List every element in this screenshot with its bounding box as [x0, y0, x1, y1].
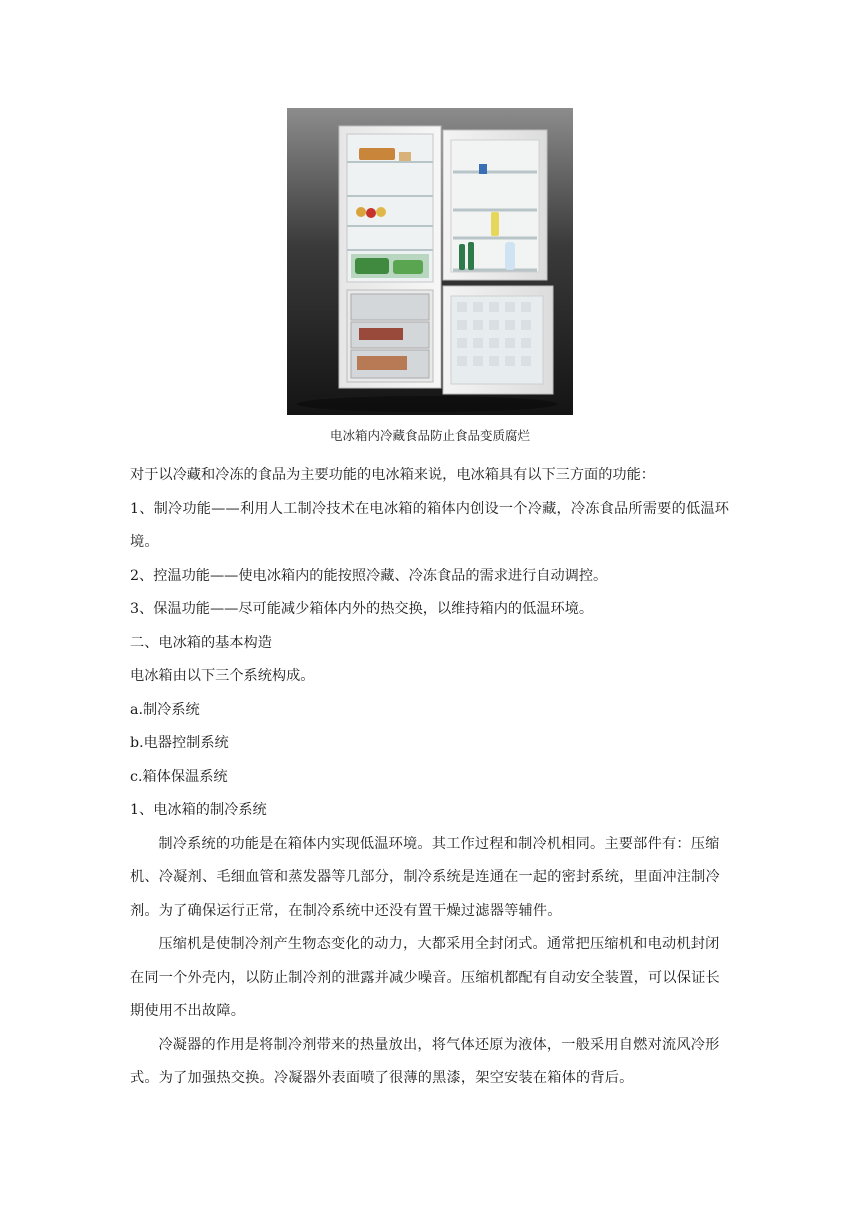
- paragraph-function-2: 2、控温功能——使电冰箱内的能按照冷藏、冷冻食品的需求进行自动调控。: [130, 567, 608, 584]
- section-heading: 二、电冰箱的基本构造: [130, 634, 272, 651]
- list-item-a: a.制冷系统: [130, 701, 200, 718]
- figure-caption: 电冰箱内冷藏食品防止食品变质腐烂: [329, 428, 530, 443]
- paragraph-intro: 对于以冷藏和冷冻的食品为主要功能的电冰箱来说，电冰箱具有以下三方面的功能：: [130, 467, 655, 483]
- paragraph-refrigeration-system: 制冷系统的功能是在箱体内实现低温环境。其工作过程和制冷机相同。主要部件有：压缩机、冷凝剂、毛细血管和蒸发器等几部分，制冷系统是连通在一起的密封系统，里面冲注制冷剂。为了确保运行正常，在制冷系统中还没有置干燥过滤器等辅件。: [130, 835, 720, 919]
- refrigerator-photo: [287, 108, 573, 415]
- paragraph-systems-intro: 电冰箱由以下三个系统构成。: [130, 668, 315, 684]
- paragraph-function-3: 3、保温功能——尽可能减少箱体内外的热交换，以维持箱内的低温环境。: [130, 601, 594, 617]
- subsection-heading: 1、电冰箱的制冷系统: [130, 802, 267, 818]
- paragraph-function-1: 1、制冷功能——利用人工制冷技术在电冰箱的箱体内创设一个冷藏，冷冻食品所需要的低温环境。: [130, 500, 730, 550]
- list-item-c: c.箱体保温系统: [130, 768, 228, 785]
- document-body: [130, 459, 730, 1096]
- list-item-b: b.电器控制系统: [130, 735, 229, 751]
- paragraph-compressor: 压缩机是使制冷剂产生物态变化的动力，大都采用全封闭式。通常把压缩机和电动机封闭在同一个外壳内，以防止制冷剂的泄露并减少噪音。压缩机都配有自动安全装置，可以保证长期使用不出故障。: [130, 936, 720, 1019]
- paragraph-condenser: 冷凝器的作用是将制冷剂带来的热量放出，将气体还原为液体，一般采用自燃对流风冷形式。为了加强热交换。冷凝器外表面喷了很薄的黑漆，架空安装在箱体的背后。: [130, 1036, 720, 1086]
